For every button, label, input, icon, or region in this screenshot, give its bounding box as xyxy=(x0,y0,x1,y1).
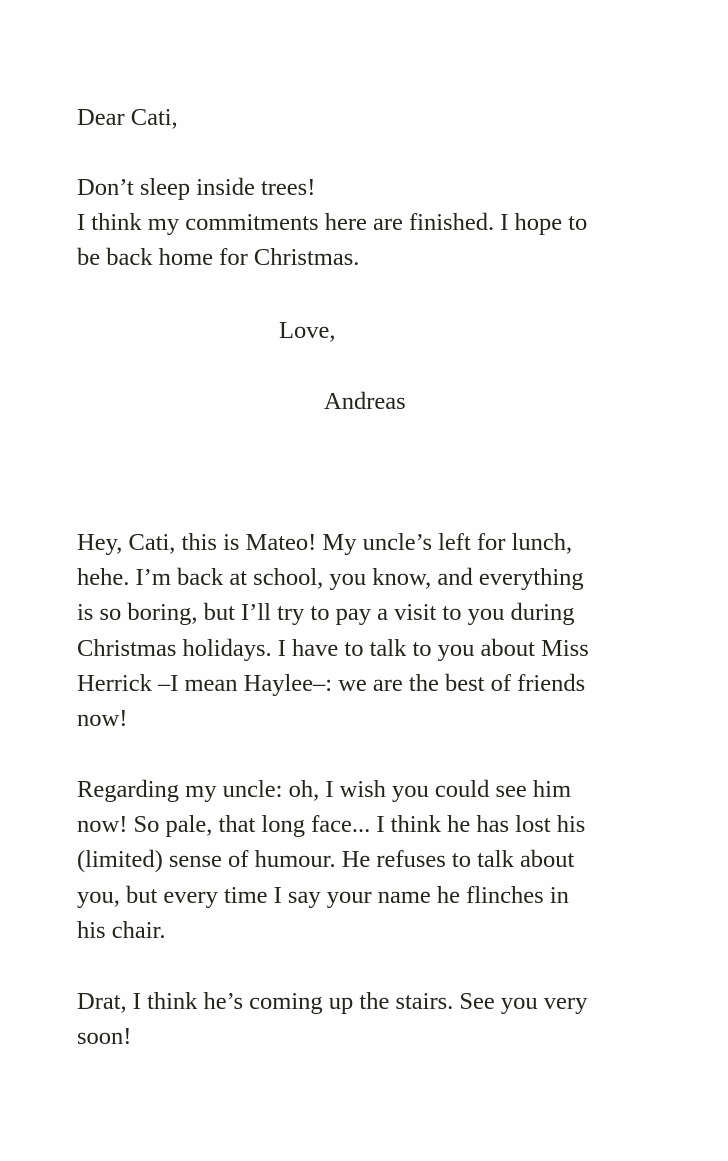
closing: Love, xyxy=(279,317,336,344)
paragraph-line: you, but every time I say your name he flinches in xyxy=(77,881,569,909)
paragraph-line: Drat, I think he’s coming up the stairs. See you very xyxy=(77,988,588,1015)
paragraph-line: Christmas holidays. I have to talk to you about Miss xyxy=(77,634,589,662)
postscript-paragraph-2 xyxy=(77,772,677,948)
paragraph-line: (limited) sense of humour. He refuses to talk about xyxy=(77,846,575,874)
signature: Andreas xyxy=(324,388,406,415)
postscript-paragraph-3 xyxy=(77,984,677,1054)
paragraph-line: now! So pale, that long face... I think he has lost his xyxy=(77,811,586,839)
letter-body xyxy=(77,170,677,275)
paragraph-line: Herrick –I mean Haylee–: we are the best of friends xyxy=(77,669,586,697)
postscript-paragraph-1 xyxy=(77,525,677,736)
body-line: I think my commitments here are finished. I hope to xyxy=(77,209,588,236)
paragraph-line: hehe. I’m back at school, you know, and everything xyxy=(77,564,584,592)
paragraph-line: his chair. xyxy=(77,916,166,944)
body-line: be back home for Christmas. xyxy=(77,244,360,271)
paragraph-line: soon! xyxy=(77,1023,132,1051)
body-line: Don’t sleep inside trees! xyxy=(77,174,316,201)
paragraph-line: Hey, Cati, this is Mateo! My uncle’s left for lunch, xyxy=(77,529,573,556)
paragraph-line: is so boring, but I’ll try to pay a visit to you during xyxy=(77,599,575,627)
greeting: Dear Cati, xyxy=(77,104,178,131)
paragraph-line: Regarding my uncle: oh, I wish you could see him xyxy=(77,776,571,803)
paragraph-line: now! xyxy=(77,705,128,733)
